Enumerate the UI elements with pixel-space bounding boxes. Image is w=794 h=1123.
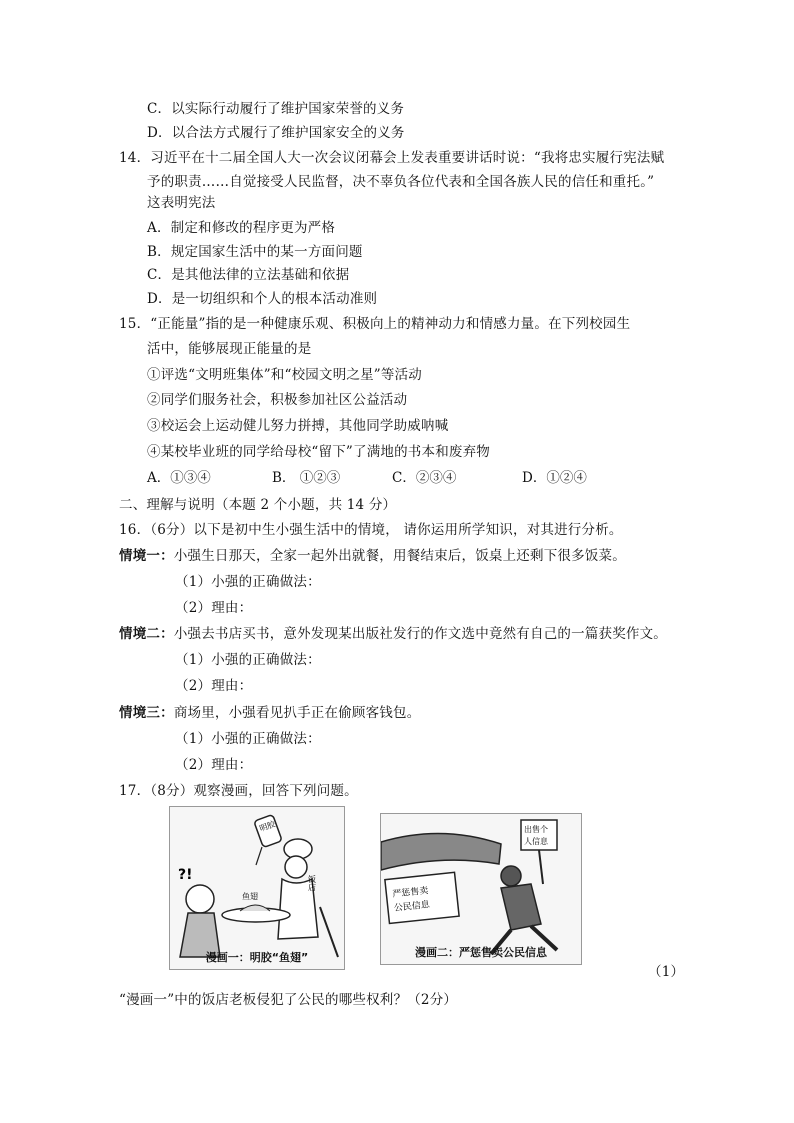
q13-option-c: C．以实际行动履行了维护国家荣誉的义务 xyxy=(147,101,405,117)
q17-sub-question: “漫画一”中的饭店老板侵犯了公民的哪些权利？（2分） xyxy=(119,992,458,1008)
scenario-label: 情境二： xyxy=(119,626,174,642)
scenario-label: 情境一： xyxy=(119,548,174,564)
paper-text: 严惩售卖 xyxy=(392,886,429,900)
scenario-label: 情境三： xyxy=(119,705,174,721)
q14-option-c: C．是其他法律的立法基础和依据 xyxy=(147,267,350,283)
q15-statement-4: ④某校毕业班的同学给母校“留下”了满地的书本和废弃物 xyxy=(147,444,491,460)
plate-label: 鱼翅 xyxy=(242,892,258,901)
q16-intro: 16．（6分）以下是初中生小强生活中的情境， 请你运用所学知识，对其进行分析。 xyxy=(119,522,623,538)
q15-statement-1: ①评选“文明班集体”和“校园文明之星”等活动 xyxy=(147,367,423,383)
q17-intro: 17．（8分）观察漫画，回答下列问题。 xyxy=(119,783,358,799)
cartoon-2 xyxy=(380,813,582,965)
q15-options xyxy=(0,469,794,489)
scenario-text: 小强生日那天，全家一起外出就餐，用餐结束后，饭桌上还剩下很多饭菜。 xyxy=(173,548,626,564)
q15-option-a: A．①③④ xyxy=(147,470,211,486)
chef-sign: 饭店 xyxy=(307,875,317,891)
scenario-text: 商场里，小强看见扒手正在偷顾客钱包。 xyxy=(173,705,421,721)
sign-text: 出售个 xyxy=(524,825,548,834)
q16-s2-reason: （2）理由： xyxy=(175,678,253,694)
q14-stem-line1: 14．习近平在十二届全国人大一次会议闭幕会上发表重要讲话时说：“我将忠实履行宪法赋 xyxy=(119,150,665,166)
section-heading: 二、理解与说明（本题 2 个小题，共 14 分） xyxy=(119,497,397,513)
svg-text:人信息: 人信息 xyxy=(524,837,548,846)
q15-stem-line1: 15．“正能量”指的是一种健康乐观、积极向上的精神动力和情感力量。在下列校园生 xyxy=(119,316,631,332)
q15-option-b: B． ①②③ xyxy=(272,470,341,486)
cartoon-2-drawing xyxy=(381,814,581,964)
q16-scenario-3 xyxy=(119,704,420,722)
surprise-marks: ?! xyxy=(178,867,193,883)
q16-scenario-2 xyxy=(119,625,667,643)
q16-s3-reason: （2）理由： xyxy=(175,757,253,773)
cartoon-2-caption: 漫画二：严惩售卖公民信息 xyxy=(415,946,547,959)
scenario-text: 小强去书店买书，意外发现某出版社发行的作文选中竟然有自己的一篇获奖作文。 xyxy=(173,626,668,642)
cartoon-1-caption: 漫画一：明胶“鱼翅” xyxy=(205,951,309,964)
q16-s2-practice: （1）小强的正确做法： xyxy=(175,652,321,668)
cartoon-1-drawing xyxy=(170,807,344,969)
q14-option-d: D．是一切组织和个人的根本活动准则 xyxy=(147,291,378,307)
q14-stem-line2: 予的职责……自觉接受人民监督，决不辜负各位代表和全国各族人民的信任和重托。” xyxy=(147,174,655,190)
q15-statement-2: ②同学们服务社会，积极参加社区公益活动 xyxy=(147,392,408,408)
bottle-label: 明胶 xyxy=(258,819,277,834)
svg-text:公民信息: 公民信息 xyxy=(393,900,431,914)
q14-stem-line3: 这表明宪法 xyxy=(147,195,216,211)
q14-option-b: B．规定国家生活中的某一方面问题 xyxy=(147,244,363,260)
q13-option-d: D．以合法方式履行了维护国家安全的义务 xyxy=(147,125,405,141)
q15-option-d: D．①②④ xyxy=(522,470,587,486)
q16-s3-practice: （1）小强的正确做法： xyxy=(175,731,321,747)
q16-s1-reason: （2）理由： xyxy=(175,600,253,616)
q15-statement-3: ③校运会上运动健儿努力拼搏，其他同学助威呐喊 xyxy=(147,418,449,434)
q17-sub-number: （1） xyxy=(648,964,685,980)
q15-stem-line2: 活中，能够展现正能量的是 xyxy=(147,341,312,357)
q16-s1-practice: （1）小强的正确做法： xyxy=(175,574,321,590)
q16-scenario-1 xyxy=(119,547,626,565)
cartoon-1 xyxy=(169,806,345,970)
q15-option-c: C．②③④ xyxy=(392,470,457,486)
q14-option-a: A．制定和修改的程序更为严格 xyxy=(147,220,336,236)
